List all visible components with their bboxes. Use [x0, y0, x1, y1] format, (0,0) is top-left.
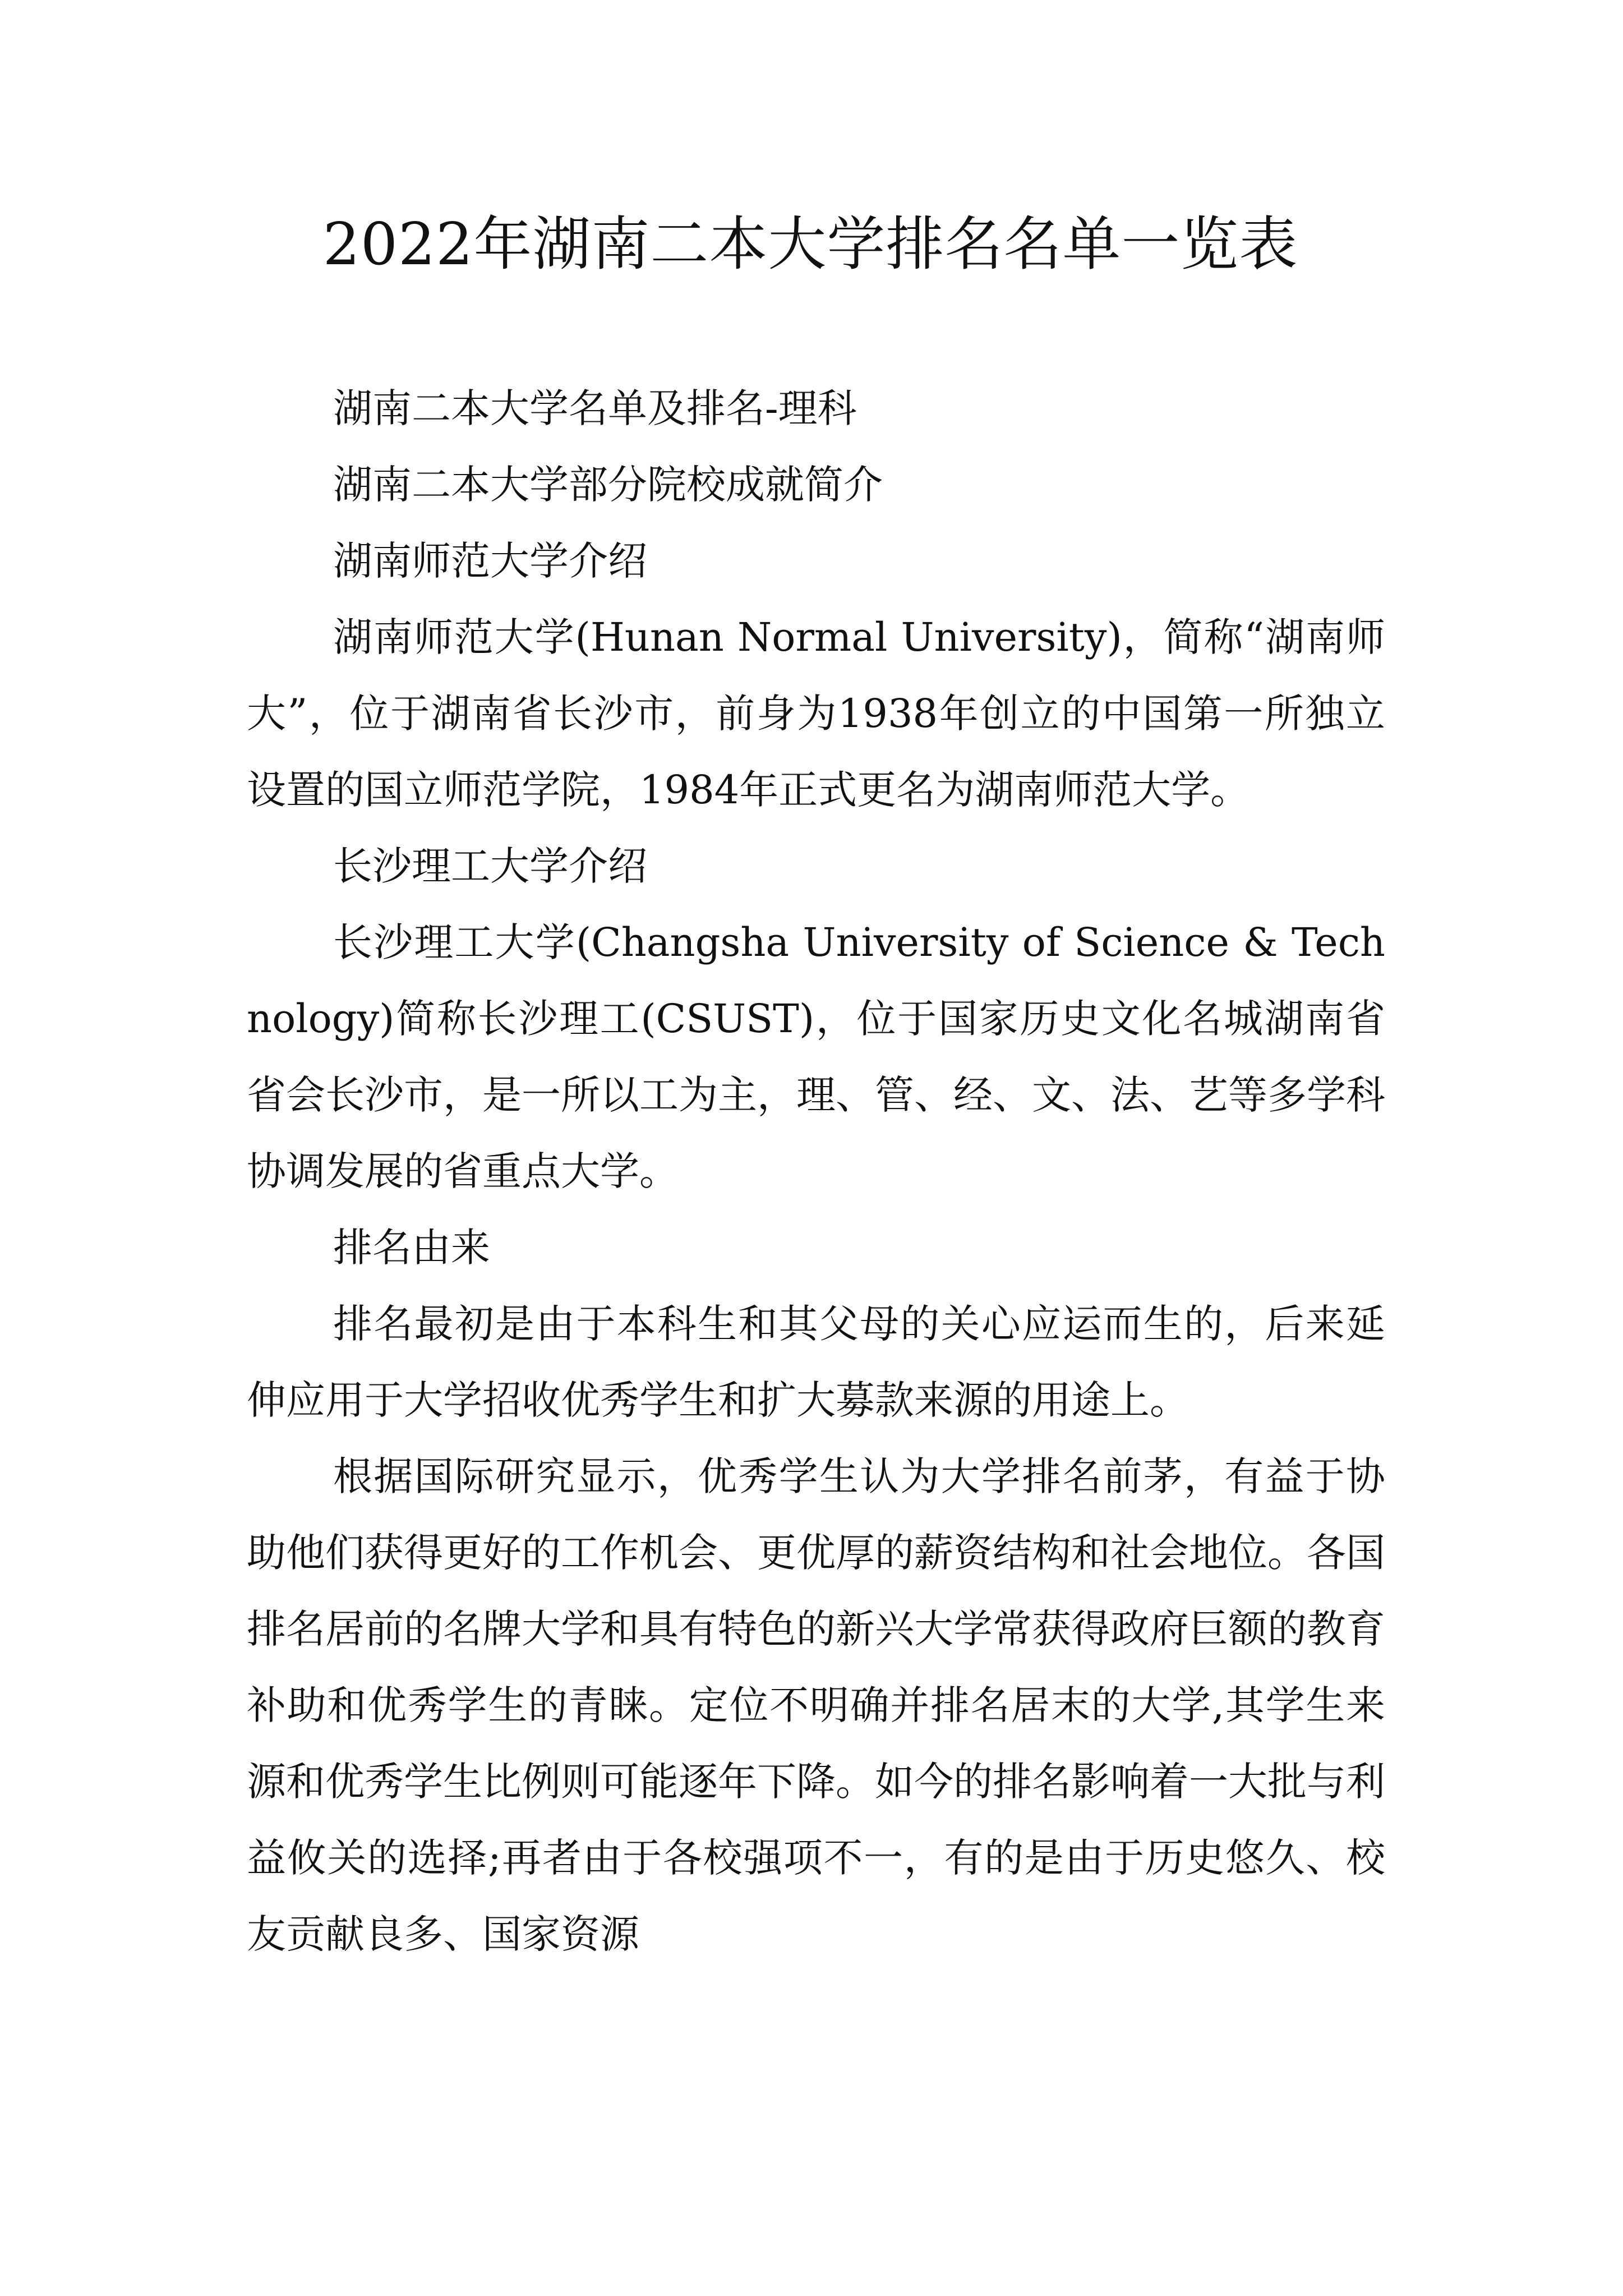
document-title: 2022年湖南二本大学排名名单一览表 — [322, 210, 1298, 278]
paragraph-hunan-normal: 湖南师范大学(Hunan Normal University)，简称“湖南师大”，位于湖南省长沙市，前身为1938年创立的中国第一所独立设置的国立师范学院，1984年正式更名为湖南师范大学。 — [247, 614, 1385, 813]
paragraph-csust: 长沙理工大学(Changsha University of Science & Technology)简称长沙理工(CSUST)，位于国家历史文化名城湖南省省会长沙市，是一所以工为主，理、管、经、文、法、艺等多学科协调发展的省重点大学。 — [247, 919, 1385, 1194]
heading-csust: 长沙理工大学介绍 — [333, 843, 647, 889]
heading-achievements: 湖南二本大学部分院校成就简介 — [333, 462, 883, 508]
document-body — [247, 370, 1385, 1972]
heading-ranking-list: 湖南二本大学名单及排名-理科 — [333, 385, 857, 431]
heading-ranking-origin: 排名由来 — [333, 1225, 490, 1271]
heading-hunan-normal: 湖南师范大学介绍 — [333, 538, 647, 584]
paragraph-ranking-research: 根据国际研究显示，优秀学生认为大学排名前茅，有益于协助他们获得更好的工作机会、更优厚的薪资结构和社会地位。各国排名居前的名牌大学和具有特色的新兴大学常获得政府巨额的教育补助和优秀学生的青睐。定位不明确并排名居末的大学,其学生来源和优秀学生比例则可能逐年下降。如今的排名影响着一大批与利益攸关的选择;再者由于各校强项不一，有的是由于历史悠久、校友贡献良多、国家资源 — [247, 1453, 1385, 1957]
paragraph-ranking-origin: 排名最初是由于本科生和其父母的关心应运而生的，后来延伸应用于大学招收优秀学生和扩大募款来源的用途上。 — [247, 1301, 1385, 1423]
